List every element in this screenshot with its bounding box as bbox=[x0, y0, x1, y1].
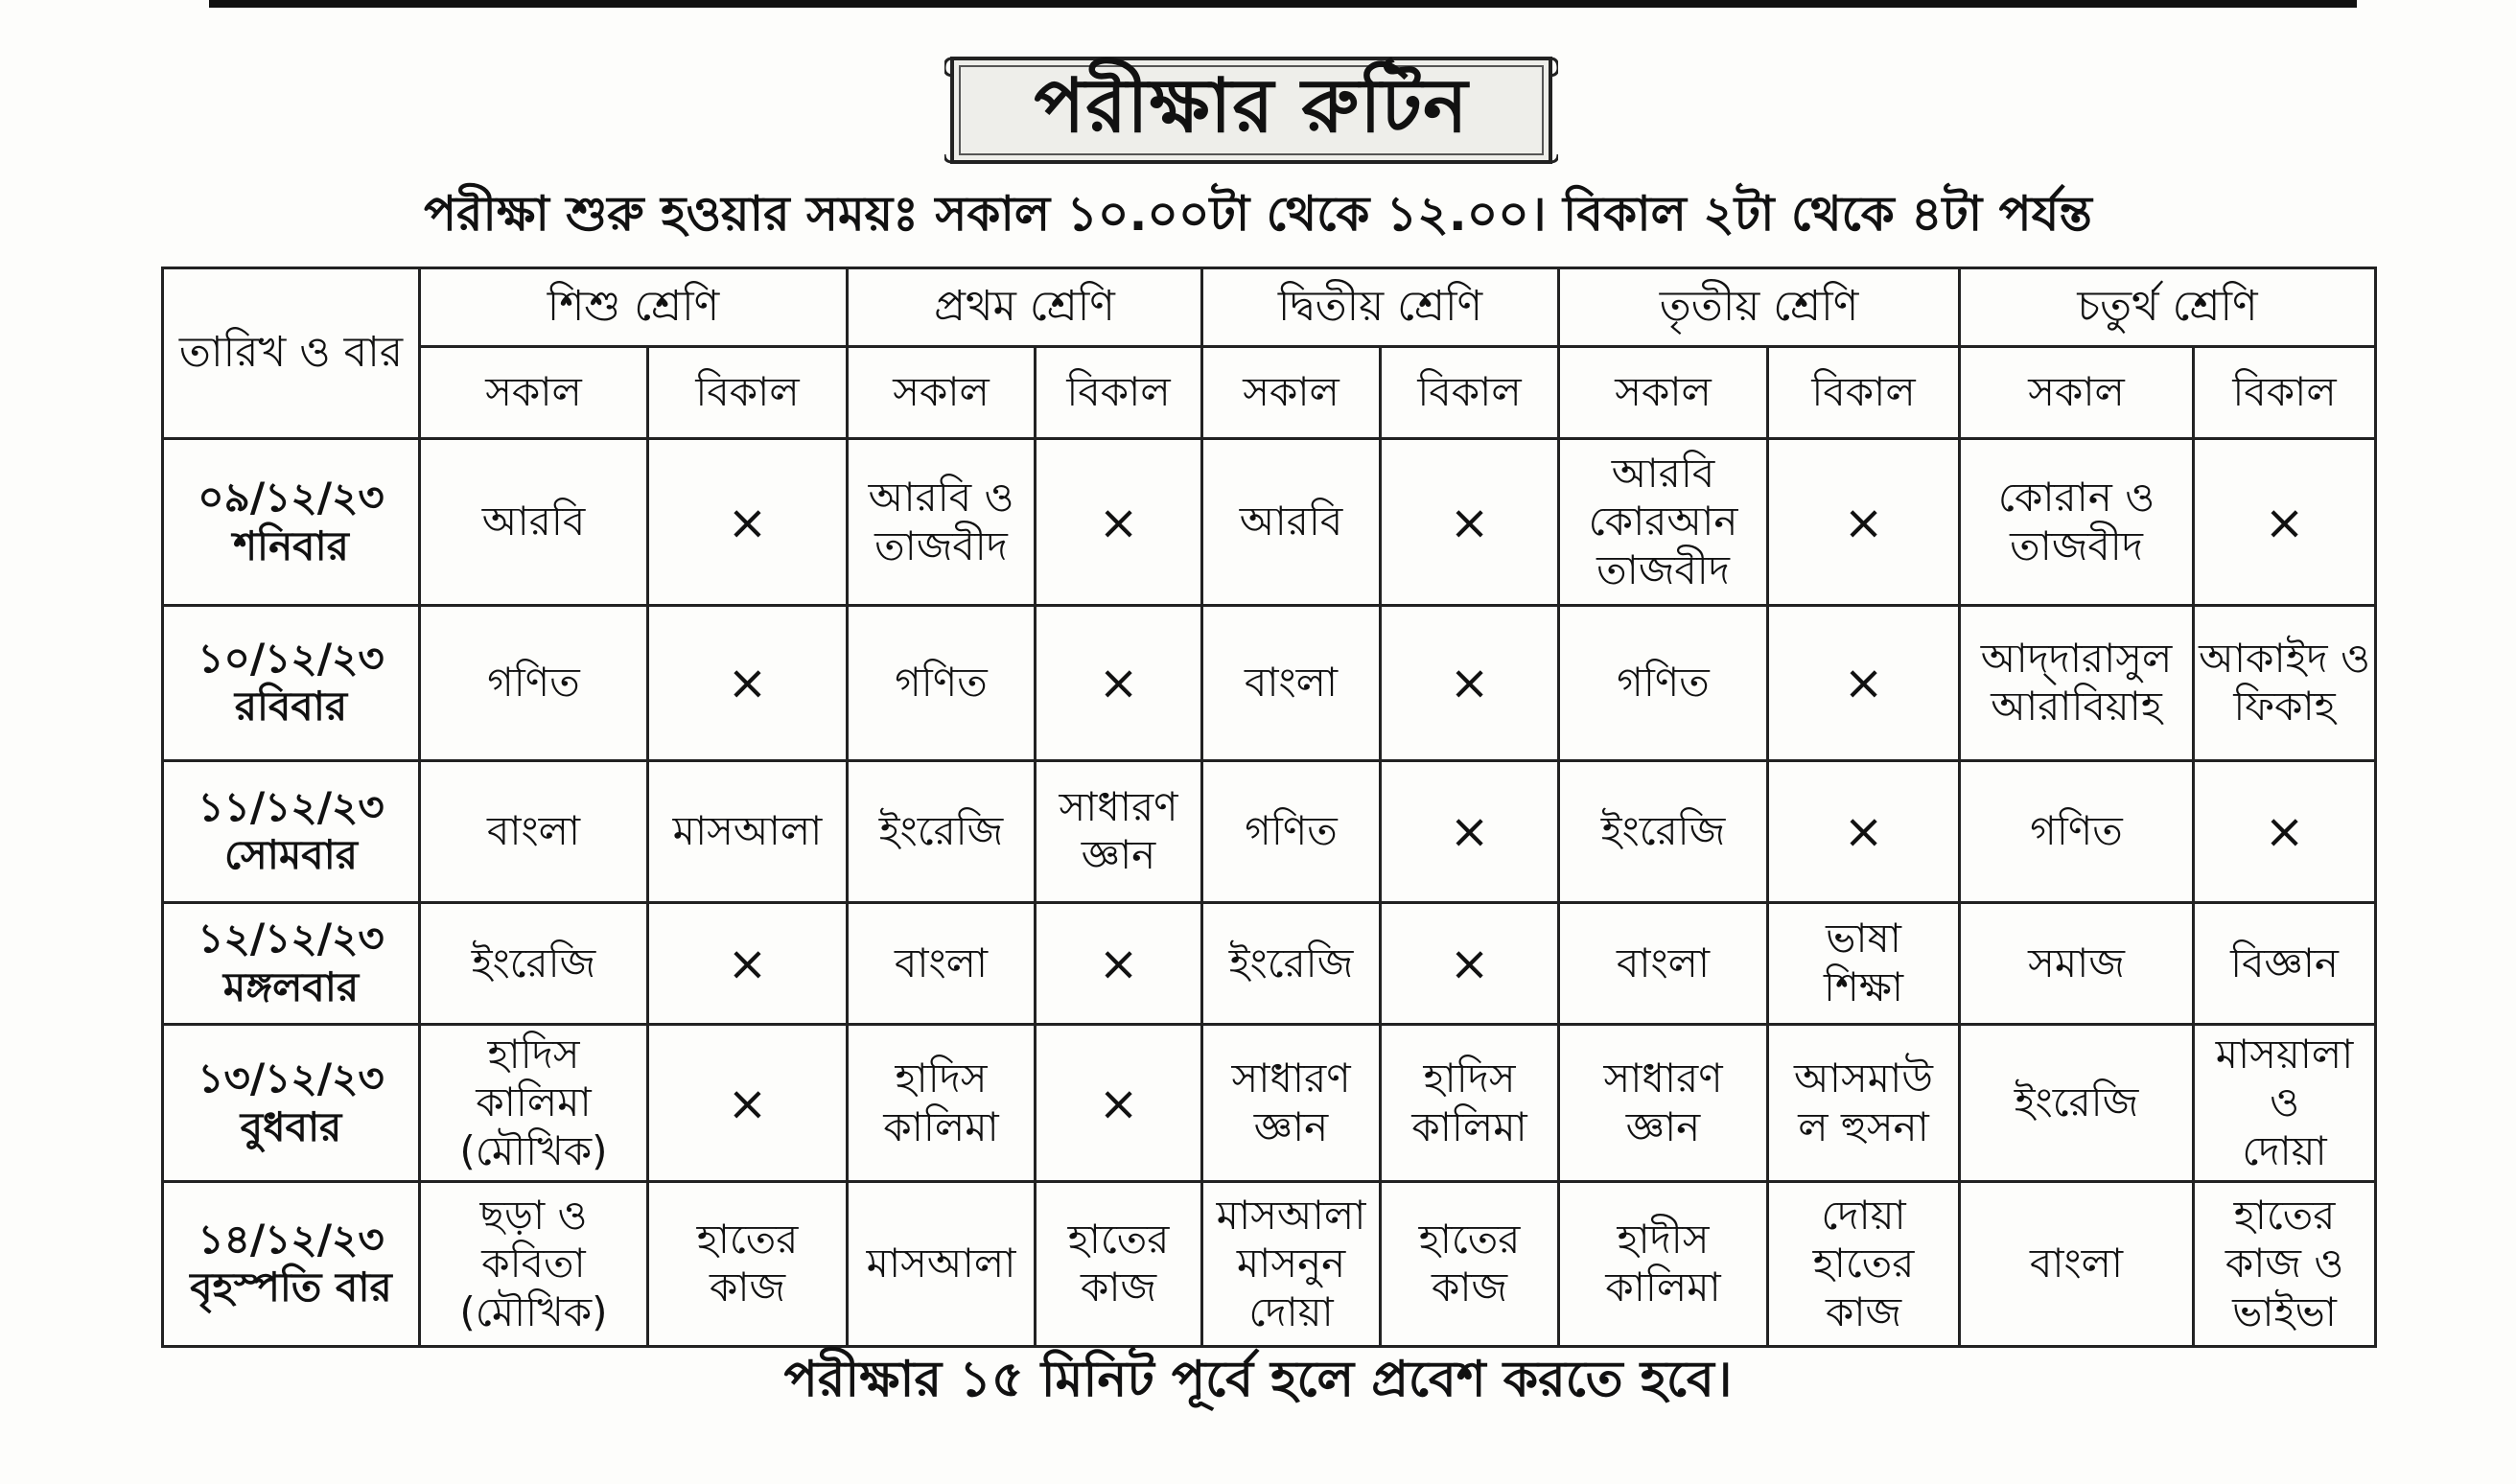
no-exam-cross-icon bbox=[1036, 606, 1202, 761]
subject-text: গণিত bbox=[2030, 807, 2123, 855]
subject-text: × bbox=[1843, 655, 1884, 711]
subject-text: × bbox=[1098, 494, 1139, 550]
subject-text: বাংলা bbox=[1244, 659, 1339, 707]
no-exam-cross-icon bbox=[2194, 760, 2376, 902]
subject-text: হাদীস কালিমা bbox=[1605, 1216, 1721, 1311]
subject-cell bbox=[1202, 439, 1381, 606]
class-header: দ্বিতীয় শ্রেণি bbox=[1202, 268, 1559, 347]
no-exam-cross-icon bbox=[1381, 439, 1559, 606]
subject-text: মাসয়ালা ও দোয়া bbox=[2215, 1030, 2354, 1174]
subject-text: মাসআলা bbox=[866, 1240, 1016, 1287]
date-cell bbox=[163, 439, 420, 606]
subject-text: আরবি bbox=[481, 498, 586, 545]
no-exam-cross-icon bbox=[1381, 760, 1559, 902]
exam-day: সোমবার bbox=[224, 831, 358, 879]
no-exam-cross-icon bbox=[648, 606, 848, 761]
no-exam-cross-icon bbox=[1768, 606, 1960, 761]
subject-text: গণিত bbox=[895, 659, 988, 707]
subject-cell bbox=[1559, 902, 1768, 1024]
subject-text: × bbox=[2264, 494, 2305, 550]
subject-cell bbox=[1768, 1181, 1960, 1346]
subject-text: হাতের কাজ bbox=[1418, 1216, 1521, 1311]
session-header: সকাল bbox=[1559, 347, 1768, 439]
subject-cell bbox=[1202, 902, 1381, 1024]
subject-text: ইংরেজি bbox=[2014, 1078, 2139, 1126]
subject-text: বাংলা bbox=[2029, 1240, 2124, 1287]
subject-cell bbox=[1768, 1025, 1960, 1182]
subject-cell bbox=[848, 439, 1036, 606]
session-header: বিকাল bbox=[648, 347, 848, 439]
subject-cell bbox=[648, 760, 848, 902]
table-row bbox=[163, 606, 2376, 761]
subject-cell bbox=[1559, 1181, 1768, 1346]
exam-day: বুধবার bbox=[240, 1102, 342, 1150]
top-rule bbox=[209, 0, 2357, 8]
subject-cell bbox=[1960, 439, 2194, 606]
session-header: বিকাল bbox=[1381, 347, 1559, 439]
session-header-row bbox=[163, 347, 2376, 439]
subject-cell bbox=[420, 606, 648, 761]
subject-text: বাংলা bbox=[486, 807, 581, 855]
subject-text: গণিত bbox=[1245, 807, 1338, 855]
subject-cell bbox=[420, 1181, 648, 1346]
subject-cell bbox=[1559, 1025, 1768, 1182]
exam-date: ১২/১২/২৩ bbox=[198, 915, 384, 962]
subject-cell bbox=[1036, 760, 1202, 902]
subject-text: × bbox=[1449, 935, 1490, 991]
date-cell bbox=[163, 1181, 420, 1346]
subject-cell bbox=[1381, 1025, 1559, 1182]
table-row bbox=[163, 902, 2376, 1024]
subject-text: সাধারণ জ্ঞান bbox=[1231, 1055, 1351, 1150]
table-row bbox=[163, 760, 2376, 902]
subject-text: হাদিস কালিমা (মৌখিক) bbox=[459, 1030, 608, 1174]
date-cell bbox=[163, 902, 420, 1024]
subject-cell bbox=[1768, 902, 1960, 1024]
subject-cell bbox=[1960, 902, 2194, 1024]
subject-text: × bbox=[1098, 655, 1139, 711]
no-exam-cross-icon bbox=[1036, 439, 1202, 606]
no-exam-cross-icon bbox=[648, 902, 848, 1024]
subject-text: সাধারণ জ্ঞান bbox=[1059, 782, 1178, 879]
subject-text: আকাইদ ও ফিকাহ bbox=[2199, 635, 2370, 730]
subject-cell bbox=[2194, 1025, 2376, 1182]
subject-text: বাংলা bbox=[894, 939, 989, 986]
no-exam-cross-icon bbox=[1036, 1025, 1202, 1182]
subject-text: আরবি bbox=[1239, 498, 1343, 545]
title-banner bbox=[944, 53, 1558, 168]
subject-cell bbox=[848, 1025, 1036, 1182]
class-header: প্রথম শ্রেণি bbox=[848, 268, 1202, 347]
class-header-row bbox=[163, 268, 2376, 347]
subject-cell bbox=[1036, 1181, 1202, 1346]
subject-text: আসমাউ ল হুসনা bbox=[1794, 1055, 1933, 1150]
page-title: পরীক্ষার রুটিন bbox=[1034, 63, 1469, 150]
class-header: শিশু শ্রেণি bbox=[420, 268, 848, 347]
subject-cell bbox=[2194, 606, 2376, 761]
subject-text: মাসআলা bbox=[672, 807, 823, 855]
session-header: সকাল bbox=[1202, 347, 1381, 439]
subject-text: × bbox=[727, 1075, 768, 1131]
subject-cell bbox=[848, 760, 1036, 902]
class-header: চতুর্থ শ্রেণি bbox=[1960, 268, 2376, 347]
date-cell bbox=[163, 606, 420, 761]
subject-cell bbox=[1559, 606, 1768, 761]
no-exam-cross-icon bbox=[648, 1025, 848, 1182]
subject-cell bbox=[1202, 1181, 1381, 1346]
subject-cell bbox=[848, 1181, 1036, 1346]
subject-text: হাতের কাজ bbox=[696, 1216, 799, 1311]
exam-date: ১৪/১২/২৩ bbox=[198, 1216, 384, 1264]
subject-cell bbox=[420, 1025, 648, 1182]
subject-text: বাংলা bbox=[1616, 939, 1711, 986]
no-exam-cross-icon bbox=[2194, 439, 2376, 606]
subject-text: আদ্‌দারাসুল আরাবিয়াহ bbox=[1980, 635, 2173, 730]
date-cell bbox=[163, 1025, 420, 1182]
exam-date: ১১/১২/২৩ bbox=[198, 782, 384, 830]
exam-date: ১৩/১২/২৩ bbox=[198, 1055, 384, 1102]
no-exam-cross-icon bbox=[1768, 439, 1960, 606]
session-header: সকাল bbox=[848, 347, 1036, 439]
exam-day: বৃহস্পতি বার bbox=[190, 1264, 392, 1311]
subject-cell bbox=[648, 1181, 848, 1346]
subject-cell bbox=[848, 606, 1036, 761]
subject-cell bbox=[1559, 760, 1768, 902]
subject-cell bbox=[1960, 1181, 2194, 1346]
subject-cell bbox=[1381, 1181, 1559, 1346]
subject-text: দোয়া হাতের কাজ bbox=[1812, 1191, 1915, 1335]
subject-cell bbox=[420, 902, 648, 1024]
subject-text: × bbox=[727, 655, 768, 711]
subject-cell bbox=[848, 902, 1036, 1024]
subject-text: সমাজ bbox=[2028, 939, 2125, 986]
no-exam-cross-icon bbox=[648, 439, 848, 606]
subject-text: ইংরেজি bbox=[471, 939, 596, 986]
subject-text: × bbox=[1098, 1075, 1139, 1131]
class-header: তৃতীয় শ্রেণি bbox=[1559, 268, 1960, 347]
subject-cell bbox=[1202, 1025, 1381, 1182]
subject-text: মাসআলা মাসনুন দোয়া bbox=[1216, 1191, 1366, 1335]
subject-cell bbox=[420, 760, 648, 902]
subject-text: আরবি ও তাজবীদ bbox=[868, 474, 1014, 569]
session-header: বিকাল bbox=[1768, 347, 1960, 439]
subject-text: হাদিস কালিমা bbox=[883, 1055, 999, 1150]
table-row bbox=[163, 1025, 2376, 1182]
no-exam-cross-icon bbox=[1381, 902, 1559, 1024]
subject-text: × bbox=[1843, 494, 1884, 550]
subject-cell bbox=[1202, 606, 1381, 761]
subject-text: বিজ্ঞান bbox=[2230, 939, 2339, 986]
session-header: সকাল bbox=[420, 347, 648, 439]
subject-text: × bbox=[1449, 803, 1490, 860]
subject-text: ভাষা শিক্ষা bbox=[1823, 915, 1904, 1010]
exam-date: ০৯/১২/২৩ bbox=[198, 474, 384, 522]
exam-routine-table bbox=[161, 267, 2377, 1348]
subject-cell bbox=[1202, 760, 1381, 902]
subject-text: × bbox=[727, 494, 768, 550]
subject-text: ইংরেজি bbox=[878, 807, 1004, 855]
date-day-header: তারিখ ও বার bbox=[163, 268, 420, 439]
subject-text: হাতের কাজ ও ভাইভা bbox=[2225, 1191, 2344, 1335]
subject-text: হাতের কাজ bbox=[1067, 1216, 1170, 1311]
subject-cell bbox=[2194, 1181, 2376, 1346]
subject-text: হাদিস কালিমা bbox=[1411, 1055, 1527, 1150]
date-cell bbox=[163, 760, 420, 902]
session-header: বিকাল bbox=[1036, 347, 1202, 439]
entry-instruction: পরীক্ষার ১৫ মিনিট পূর্বে হলে প্রবেশ করতে হবে। bbox=[783, 1351, 1733, 1408]
subject-text: × bbox=[1449, 655, 1490, 711]
subject-text: গণিত bbox=[487, 659, 580, 707]
subject-cell bbox=[420, 439, 648, 606]
table-row bbox=[163, 1181, 2376, 1346]
exam-day: মঙ্গলবার bbox=[222, 962, 360, 1010]
subject-cell bbox=[1960, 760, 2194, 902]
subject-text: কোরান ও তাজবীদ bbox=[1997, 474, 2155, 569]
session-header: বিকাল bbox=[2194, 347, 2376, 439]
subject-cell bbox=[1960, 606, 2194, 761]
no-exam-cross-icon bbox=[1036, 902, 1202, 1024]
no-exam-cross-icon bbox=[1768, 760, 1960, 902]
subject-cell bbox=[1559, 439, 1768, 606]
subject-cell bbox=[2194, 902, 2376, 1024]
exam-time-note: পরীক্ষা শুরু হওয়ার সময়ঃ সকাল ১০.০০টা থেকে ১২.০০। বিকাল ২টা থেকে ৪টা পর্যন্ত bbox=[424, 186, 2092, 242]
subject-text: × bbox=[727, 935, 768, 991]
session-header: সকাল bbox=[1960, 347, 2194, 439]
subject-text: গণিত bbox=[1617, 659, 1710, 707]
subject-text: × bbox=[1449, 494, 1490, 550]
no-exam-cross-icon bbox=[1381, 606, 1559, 761]
subject-text: × bbox=[1843, 803, 1884, 860]
exam-day: রবিবার bbox=[234, 683, 348, 730]
subject-text: ইংরেজি bbox=[1600, 807, 1726, 855]
subject-text: ইংরেজি bbox=[1228, 939, 1354, 986]
subject-text: × bbox=[2264, 803, 2305, 860]
table-row bbox=[163, 439, 2376, 606]
subject-cell bbox=[1960, 1025, 2194, 1182]
subject-text: সাধারণ জ্ঞান bbox=[1603, 1055, 1723, 1150]
subject-text: ছড়া ও কবিতা (মৌখিক) bbox=[459, 1191, 608, 1335]
subject-text: × bbox=[1098, 935, 1139, 991]
exam-day: শনিবার bbox=[233, 522, 349, 569]
subject-text: আরবি কোরআন তাজবীদ bbox=[1588, 449, 1738, 593]
exam-date: ১০/১২/২৩ bbox=[198, 635, 384, 683]
